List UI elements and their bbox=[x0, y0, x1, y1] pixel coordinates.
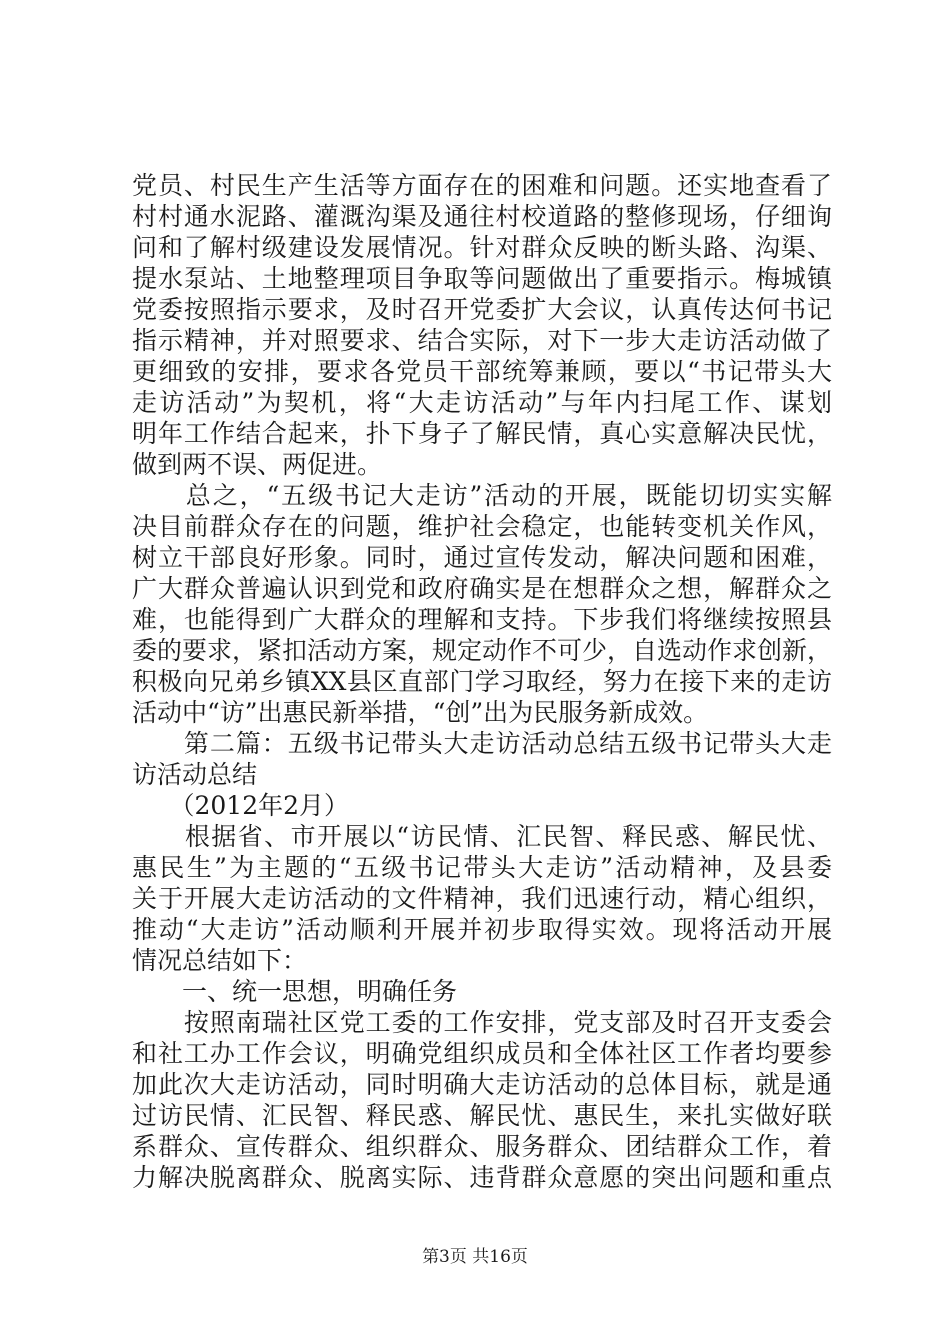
text-line: 决目前群众存在的问题，维护社会稳定，也能转变机关作风， bbox=[132, 512, 832, 541]
text-line: 情况总结如下： bbox=[132, 946, 308, 975]
text-line: 第二篇：五级书记带头大走访活动总结五级书记带头大走 bbox=[132, 729, 832, 758]
text-line: 过访民情、汇民智、释民惑、解民忧、惠民生，来扎实做好联 bbox=[132, 1101, 832, 1130]
text-line: 力解决脱离群众、脱离实际、违背群众意愿的突出问题和重点 bbox=[132, 1163, 832, 1192]
text-line: 推动“大走访”活动顺利开展并初步取得实效。现将活动开展 bbox=[132, 915, 832, 944]
text-line: 村村通水泥路、灌溉沟渠及通往村校道路的整修现场，仔细询 bbox=[132, 202, 832, 231]
text-line: 走访活动”为契机，将“大走访活动”与年内扫尾工作、谋划 bbox=[132, 388, 832, 417]
text-line: 关于开展大走访活动的文件精神，我们迅速行动，精心组织， bbox=[132, 884, 832, 913]
text-line: 问和了解村级建设发展情况。针对群众反映的断头路、沟渠、 bbox=[132, 233, 832, 262]
text-line: 党委按照指示要求，及时召开党委扩大会议，认真传达何书记 bbox=[132, 295, 832, 324]
text-line: 明年工作结合起来，扑下身子了解民情，真心实意解决民忧， bbox=[132, 419, 832, 448]
text-line: 指示精神，并对照要求、结合实际，对下一步大走访活动做了 bbox=[132, 326, 832, 355]
text-line: 党员、村民生产生活等方面存在的困难和问题。还实地查看了 bbox=[132, 171, 832, 200]
text-line: 系群众、宣传群众、组织群众、服务群众、团结群众工作，着 bbox=[132, 1132, 832, 1161]
text-line: 委的要求，紧扣活动方案，规定动作不可少，自选动作求创新， bbox=[132, 636, 832, 665]
text-line: 提水泵站、土地整理项目争取等问题做出了重要指示。梅城镇 bbox=[132, 264, 832, 293]
text-line: 总之，“五级书记大走访”活动的开展，既能切切实实解 bbox=[132, 481, 832, 510]
text-line: 树立干部良好形象。同时，通过宣传发动，解决问题和困难， bbox=[132, 543, 832, 572]
text-line: 按照南瑞社区党工委的工作安排，党支部及时召开支委会 bbox=[132, 1008, 832, 1037]
text-line: 一、统一思想，明确任务 bbox=[132, 977, 458, 1006]
text-line: 做到两不误、两促进。 bbox=[132, 450, 383, 479]
page-number-footer: 第3页 共16页 bbox=[422, 1247, 528, 1267]
text-line: 更细致的安排，要求各党员干部统筹兼顾，要以“书记带头大 bbox=[132, 357, 832, 386]
text-line: （2012年2月） bbox=[132, 791, 350, 820]
text-line: 广大群众普遍认识到党和政府确实是在想群众之想，解群众之 bbox=[132, 574, 832, 603]
text-line: 和社工办工作会议，明确党组织成员和全体社区工作者均要参 bbox=[132, 1039, 832, 1068]
text-line: 根据省、市开展以“访民情、汇民智、释民惑、解民忧、 bbox=[132, 822, 832, 851]
text-line: 访活动总结 bbox=[132, 760, 258, 789]
text-line: 积极向兄弟乡镇XX县区直部门学习取经，努力在接下来的走访 bbox=[132, 667, 832, 696]
text-line: 难，也能得到广大群众的理解和支持。下步我们将继续按照县 bbox=[132, 605, 832, 634]
document-body bbox=[132, 170, 832, 1193]
text-line: 惠民生”为主题的“五级书记带头大走访”活动精神，及县委 bbox=[132, 853, 832, 882]
text-line: 加此次大走访活动，同时明确大走访活动的总体目标，就是通 bbox=[132, 1070, 832, 1099]
text-line: 活动中“访”出惠民新举措，“创”出为民服务新成效。 bbox=[132, 698, 709, 727]
